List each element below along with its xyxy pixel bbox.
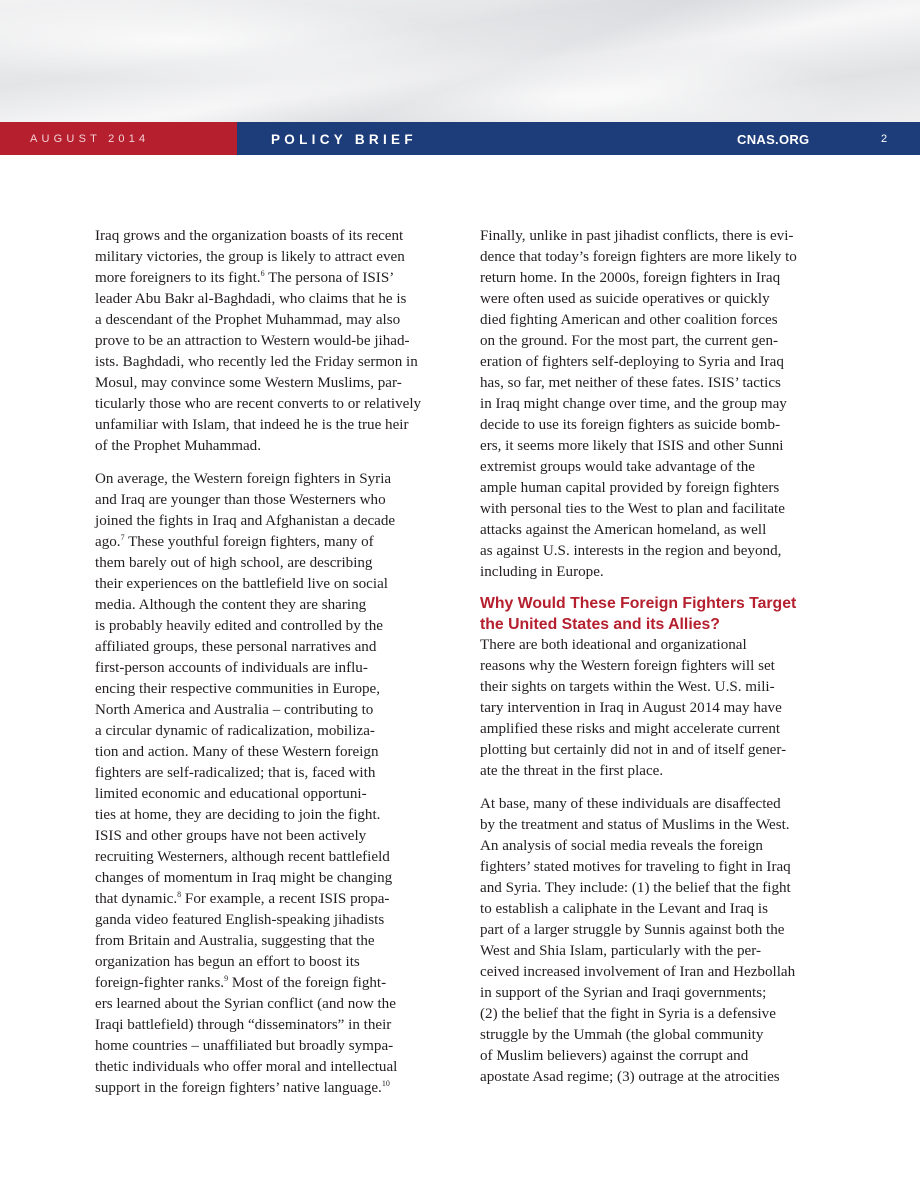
text-line: them barely out of high school, are describing [95, 555, 373, 571]
text-line: of Muslim believers) against the corrupt and [480, 1048, 749, 1064]
text-line: to establish a caliphate in the Levant and Iraq is [480, 901, 768, 917]
section-heading [480, 593, 832, 635]
text-line: attacks against the American homeland, as well [480, 522, 767, 538]
text-line: of the Prophet Muhammad. [95, 438, 262, 454]
text-line: ample human capital provided by foreign fighters [480, 480, 780, 496]
text-line: is probably heavily edited and controlled by the [95, 618, 383, 634]
text-line: in support of the Syrian and Iraqi governments; [480, 985, 767, 1001]
text-line: recruiting Westerners, although recent battlefield [95, 849, 390, 865]
left-paragraph-1 [95, 226, 445, 457]
text-line: unfamiliar with Islam, that indeed he is the true heir [95, 417, 409, 433]
text-line: leader Abu Bakr al-Baghdadi, who claims that he is [95, 291, 407, 307]
text-line: their experiences on the battlefield live on social [95, 576, 388, 592]
footnote-ref[interactable]: 8 [177, 890, 182, 899]
left-text-column [95, 226, 445, 1099]
text-line: ceived increased involvement of Iran and Hezbollah [480, 964, 796, 980]
text-line: At base, many of these individuals are disaffected [480, 796, 781, 812]
page-number: 2 [881, 133, 888, 145]
text-line: apostate Asad regime; (3) outrage at the atrocities [480, 1069, 780, 1085]
text-line: (2) the belief that the fight in Syria is a defensive [480, 1006, 776, 1022]
text-line: on the ground. For the most part, the current gen- [480, 333, 779, 349]
text-line: An analysis of social media reveals the foreign [480, 838, 763, 854]
left-paragraph-2 [95, 469, 445, 1099]
header-photo-shading [0, 0, 920, 122]
text-line: their sights on targets within the West. U.S. mili- [480, 679, 775, 695]
footnote-ref[interactable]: 10 [381, 1079, 390, 1088]
text-line: fighters are self-radicalized; that is, faced with [95, 765, 376, 781]
text-line: ists. Baghdadi, who recently led the Friday sermon in [95, 354, 418, 370]
text-line: struggle by the Ummah (the global community [480, 1027, 764, 1043]
text-line: extremist groups would take advantage of the [480, 459, 755, 475]
right-text-column [480, 226, 832, 1088]
text-line: has, so far, met neither of these fates. ISIS’ tactics [480, 375, 781, 391]
text-line: first-person accounts of individuals are influ- [95, 660, 368, 676]
text-line: ties at home, they are deciding to join the fight. [95, 807, 381, 823]
publication-title: POLICY BRIEF [271, 132, 417, 147]
text-line: reasons why the Western foreign fighters will set [480, 658, 775, 674]
text-line: Iraqi battlefield) through “disseminators” in their [95, 1017, 392, 1033]
text-line: North America and Australia – contributing to [95, 702, 374, 718]
text-line: thetic individuals who offer moral and intellectual [95, 1059, 398, 1075]
paragraph-spacer [95, 457, 445, 469]
website-link[interactable]: CNAS.ORG [737, 132, 810, 147]
text-line: ago.$^7$ These youthful foreign fighters, many of [95, 533, 374, 550]
text-line: return home. In the 2000s, foreign fighters in Iraq [480, 270, 781, 286]
text-line: On average, the Western foreign fighters in Syria [95, 471, 392, 487]
text-line: a circular dynamic of radicalization, mobiliza- [95, 723, 375, 739]
text-line: joined the fights in Iraq and Afghanistan a decade [95, 513, 396, 529]
text-line: Iraq grows and the organization boasts of its recent [95, 228, 404, 244]
text-line: amplified these risks and might accelerate current [480, 721, 781, 737]
text-line: West and Shia Islam, particularly with the per- [480, 943, 761, 959]
text-line: Mosul, may convince some Western Muslims, par- [95, 375, 402, 391]
text-line: prove to be an attraction to Western would-be jihad- [95, 333, 410, 349]
text-line: affiliated groups, these personal narratives and [95, 639, 377, 655]
text-line: decide to use its foreign fighters as suicide bomb- [480, 417, 781, 433]
paragraph-spacer [480, 782, 832, 794]
text-line: changes of momentum in Iraq might be changing [95, 870, 393, 886]
text-line: by the treatment and status of Muslims in the West. [480, 817, 790, 833]
text-line: ISIS and other groups have not been actively [95, 828, 367, 844]
text-line: military victories, the group is likely to attract even [95, 249, 405, 265]
text-line: as against U.S. interests in the region and beyond, [480, 543, 782, 559]
issue-date: AUGUST 2014 [30, 133, 150, 145]
text-line: tary intervention in Iraq in August 2014 may have [480, 700, 782, 716]
text-line: and Iraq are younger than those Westerners who [95, 492, 386, 508]
text-line: ers, it seems more likely that ISIS and other Sunni [480, 438, 784, 454]
right-paragraph-2 [480, 635, 832, 782]
text-line: from Britain and Australia, suggesting that the [95, 933, 375, 949]
text-line: ers learned about the Syrian conflict (and now the [95, 996, 396, 1012]
heading-line: the United States and its Allies? [480, 616, 720, 633]
right-paragraph-3 [480, 794, 832, 1088]
text-line: were often used as suicide operatives or quickly [480, 291, 770, 307]
text-line: including in Europe. [480, 564, 604, 580]
text-line: with personal ties to the West to plan and facilitate [480, 501, 785, 517]
text-line: more foreigners to its fight.$^6$ The persona of ISIS’ [95, 269, 395, 286]
text-line: There are both ideational and organizational [480, 637, 747, 653]
text-line: home countries – unaffiliated but broadly sympa- [95, 1038, 394, 1054]
footnote-ref[interactable]: 7 [120, 533, 125, 542]
text-line: media. Although the content they are sharing [95, 597, 367, 613]
text-line: plotting but certainly did not in and of itself gener- [480, 742, 787, 758]
text-line: foreign-fighter ranks.$^9$ Most of the foreign fight- [95, 974, 387, 991]
heading-line: Why Would These Foreign Fighters Target [480, 595, 797, 612]
text-line: eration of fighters self-deploying to Syria and Iraq [480, 354, 784, 370]
text-line: Finally, unlike in past jihadist conflicts, there is evi- [480, 228, 794, 244]
text-line: died fighting American and other coalition forces [480, 312, 778, 328]
text-line: that dynamic.$^8$ For example, a recent ISIS propa- [95, 890, 390, 907]
text-line: limited economic and educational opportuni- [95, 786, 367, 802]
text-line: support in the foreign fighters’ native language.$^{10}$ [95, 1079, 390, 1096]
text-line: tion and action. Many of these Western foreign [95, 744, 379, 760]
text-line: in Iraq might change over time, and the group may [480, 396, 787, 412]
text-line: encing their respective communities in Europe, [95, 681, 381, 697]
text-line: and Syria. They include: (1) the belief that the fight [480, 880, 791, 896]
text-line: dence that today’s foreign fighters are more likely to [480, 249, 797, 265]
text-line: part of a larger struggle by Sunnis against both the [480, 922, 785, 938]
footnote-ref[interactable]: 9 [224, 974, 229, 983]
right-paragraph-1 [480, 226, 832, 583]
text-line: fighters’ stated motives for traveling to fight in Iraq [480, 859, 791, 875]
text-line: ticularly those who are recent converts to or relatively [95, 396, 422, 412]
text-line: ganda video featured English-speaking jihadists [95, 912, 385, 928]
text-line: organization has begun an effort to boost its [95, 954, 360, 970]
text-line: a descendant of the Prophet Muhammad, may also [95, 312, 401, 328]
footnote-ref[interactable]: 6 [260, 269, 265, 278]
text-line: ate the threat in the first place. [480, 763, 664, 779]
